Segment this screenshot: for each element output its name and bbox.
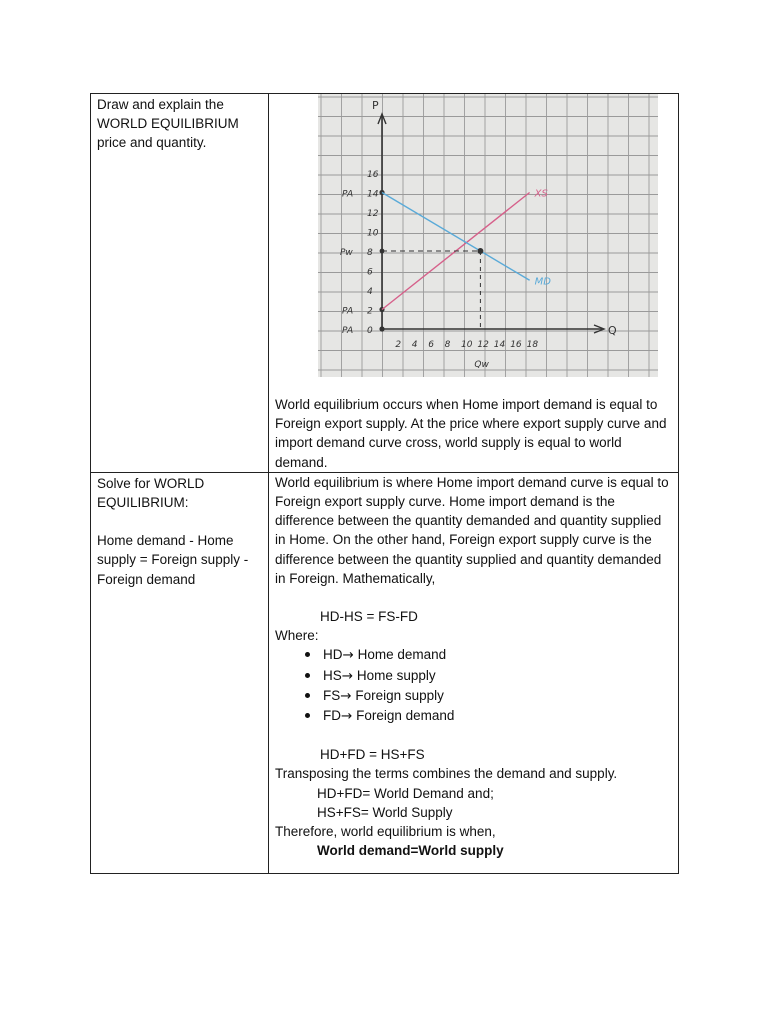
price-marker-label: PA [342,306,354,317]
arrow-right-icon: → [342,647,354,664]
answer-cell [269,94,679,473]
table-row [91,472,679,873]
arrow-right-icon: → [341,667,354,684]
equilibrium-point [477,248,483,254]
arrow-right-icon: → [341,708,353,725]
equilibrium-price-label: Pw [340,248,353,258]
price-marker-dot [379,326,384,331]
transpose-text: Transposing the terms combines the demand and supply. [275,766,618,782]
price-marker-label: PA [342,189,354,200]
question-text: Draw and explain the WORLD EQUILIBRIUM price and quantity. [97,97,239,151]
x-tick-label: 12 [477,340,489,350]
x-tick-label: 14 [493,340,506,350]
intro-paragraph: World equilibrium is where Home import demand curve is equal to Foreign export supply curve. Home import demand is the difference between the quantity demanded and quantity supplied in Home. On the other hand, Foreign export supply curve is the difference between the quantity supplied and quantity demanded in Foreign. Mathematically, [275,474,669,586]
x-tick-label: 10 [461,340,473,350]
series-label-md: MD [534,276,551,288]
worksheet-table [90,93,679,874]
y-tick-label: 2 [367,306,373,317]
where-label: Where: [275,628,319,644]
question-cell [91,472,269,873]
y-tick-label: 8 [367,248,373,258]
x-tick-label: 6 [428,340,434,350]
question-title: Solve for WORLD EQUILIBRIUM: [97,475,205,511]
x-axis-label: Q [608,324,617,337]
world-supply-line: HS+FS= World Supply [317,804,453,820]
list-item: FD→ Foreign demand [305,706,672,726]
world-equilibrium-chart [318,94,658,377]
table-row [91,94,679,473]
question-formula: Home demand - Home supply = Foreign supply - Foreign demand [97,533,249,587]
y-tick-label: 16 [367,170,379,180]
y-tick-label: 0 [367,326,373,336]
price-marker-label: PA [342,326,354,336]
answer-cell [269,472,679,873]
y-tick-label: 4 [367,287,373,297]
x-tick-label: 2 [395,340,402,350]
therefore-text: Therefore, world equilibrium is when, [275,824,496,840]
equation-2: HD+FD = HS+FS [320,747,425,763]
graph-photo [318,94,658,377]
y-tick-label: 6 [367,267,373,278]
question-cell [91,94,269,473]
x-tick-label: 16 [510,340,522,350]
equilibrium-price-dot [380,249,385,254]
y-tick-label: 14 [367,189,379,200]
world-demand-line: HD+FD= World Demand and; [317,785,494,801]
conclusion-text: World demand=World supply [317,843,504,859]
answer-text: World equilibrium occurs when Home import demand is equal to Foreign export supply. At the price where export supply curve and import demand curve cross, world supply is equal to world demand. [275,397,667,470]
equilibrium-quantity-label: Qw [474,360,489,370]
y-tick-label: 10 [367,228,379,239]
y-axis-label: P [372,99,379,112]
arrow-right-icon: → [340,687,352,704]
y-tick-label: 12 [367,209,379,219]
x-tick-label: 4 [411,340,418,350]
x-tick-label: 18 [526,340,539,350]
series-label-xs: XS [534,188,548,200]
definition-list [275,645,672,726]
x-tick-label: 8 [444,340,451,350]
equation-1: HD-HS = FS-FD [320,609,418,625]
list-item: HD→ Home demand [305,645,672,665]
list-item: FS→ Foreign supply [305,686,672,706]
list-item: HS→ Home supply [305,666,672,686]
